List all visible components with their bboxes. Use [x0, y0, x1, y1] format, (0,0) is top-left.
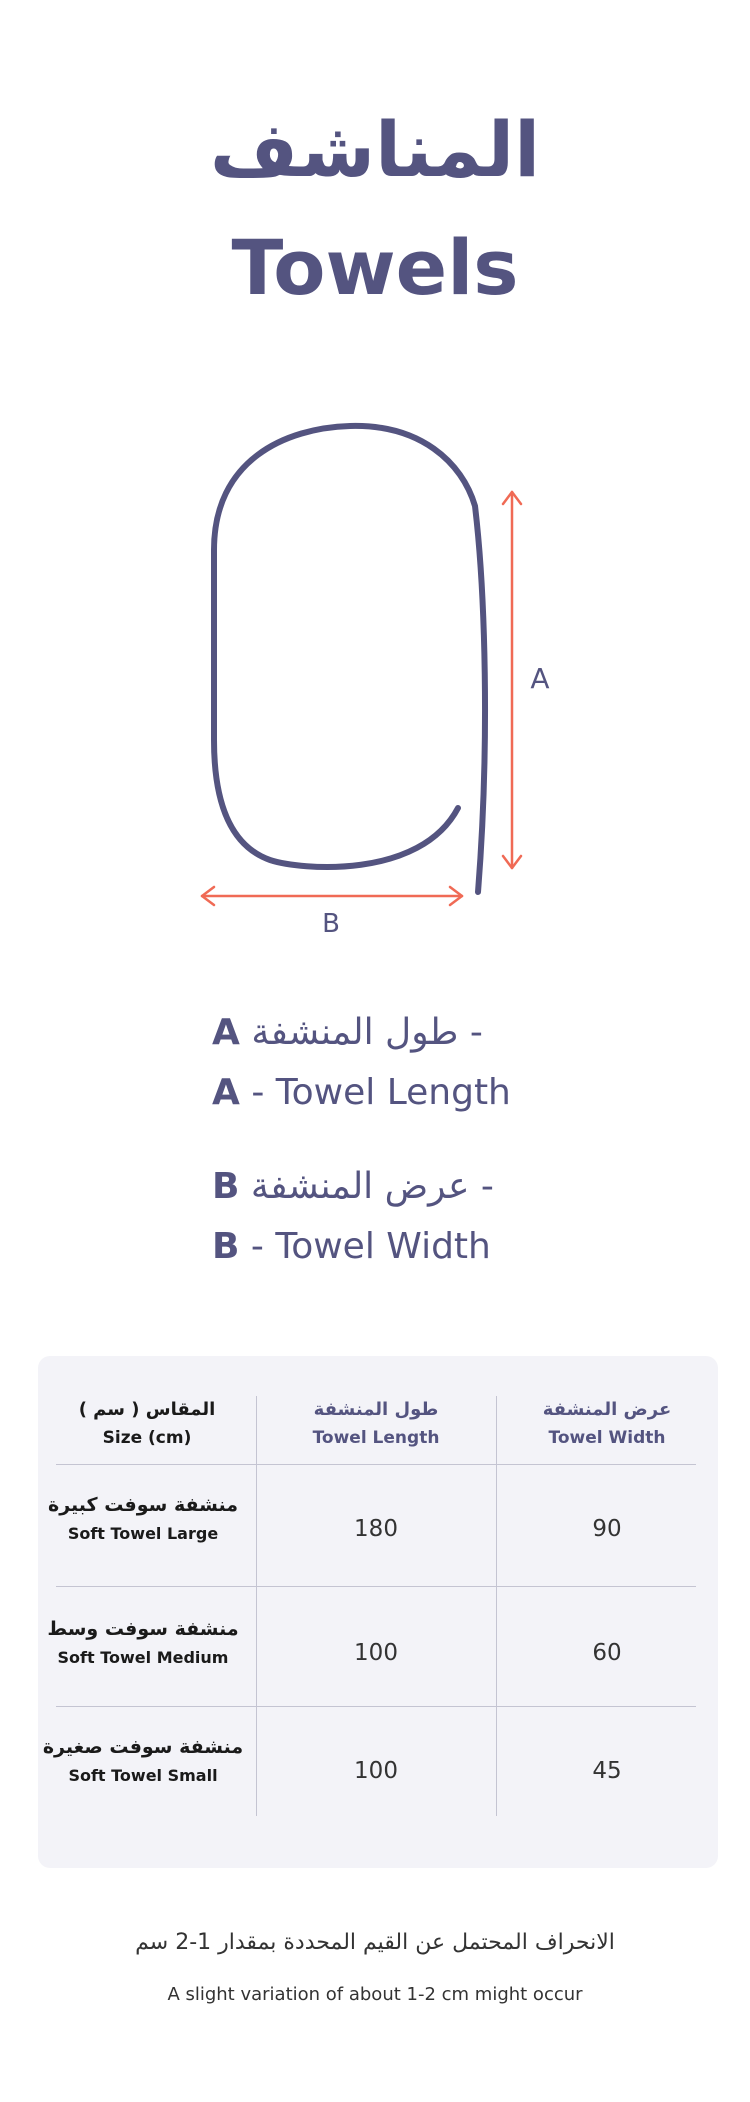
- header-width: [496, 1396, 718, 1452]
- header-width-ar: عرض المنشفة: [542, 1399, 672, 1420]
- column-divider: [496, 1396, 497, 1816]
- legend-letter: B: [212, 1166, 240, 1207]
- row-label-ar: منشفة سوفت وسط: [47, 1618, 239, 1640]
- legend-a-arabic: [212, 1008, 483, 1058]
- legend-text: - طول المنشفة: [251, 1012, 483, 1053]
- towel-diagram: [0, 400, 750, 960]
- table-row-label: [38, 1732, 248, 1790]
- cell-length: 100: [354, 1758, 398, 1784]
- cell-width: 60: [592, 1640, 622, 1666]
- row-divider: [56, 1706, 696, 1707]
- legend-text: - عرض المنشفة: [250, 1166, 494, 1207]
- page-title-english: Towels: [231, 223, 519, 312]
- cell-length: 100: [354, 1640, 398, 1666]
- legend-b-english: [212, 1222, 491, 1272]
- row-label-ar: منشفة سوفت كبيرة: [47, 1494, 239, 1516]
- header-length-ar: طول المنشفة: [313, 1399, 439, 1420]
- dimension-label-a: A: [530, 662, 550, 695]
- legend-b-arabic: [212, 1162, 494, 1212]
- legend-letter: A: [212, 1072, 240, 1113]
- row-label-en: Soft Towel Medium: [57, 1648, 229, 1667]
- column-divider: [256, 1396, 257, 1816]
- table-row-label: [38, 1490, 248, 1548]
- cell-width: 45: [592, 1758, 622, 1784]
- row-label-ar: منشفة سوفت صغيرة: [42, 1736, 244, 1758]
- variation-note-english: A slight variation of about 1-2 cm might occur: [167, 1984, 583, 2005]
- arrow-b: [202, 887, 462, 905]
- legend-text: - Towel Width: [250, 1226, 491, 1267]
- header-size-ar: المقاس ( سم ): [78, 1399, 216, 1420]
- header-length-en: Towel Length: [312, 1428, 440, 1448]
- legend-a-english: [212, 1068, 511, 1118]
- towel-outline: [214, 426, 485, 892]
- row-divider: [56, 1586, 696, 1587]
- legend-letter: B: [212, 1226, 240, 1267]
- variation-note-arabic: الانحراف المحتمل عن القيم المحددة بمقدار 1-2 سم: [135, 1930, 615, 1955]
- dimension-label-b: B: [322, 909, 340, 939]
- legend-text: - Towel Length: [251, 1072, 511, 1113]
- table-row-label: [38, 1614, 248, 1672]
- row-label-en: Soft Towel Small: [68, 1766, 218, 1785]
- header-size: [38, 1396, 256, 1452]
- row-divider: [56, 1464, 696, 1465]
- header-size-en: Size (cm): [102, 1428, 192, 1448]
- cell-length: 180: [354, 1516, 398, 1542]
- page-title-arabic: المناشف: [209, 105, 541, 194]
- cell-width: 90: [592, 1516, 622, 1542]
- header-width-en: Towel Width: [548, 1428, 666, 1448]
- legend-letter: A: [212, 1012, 240, 1053]
- size-table: [38, 1356, 718, 1868]
- header-length: [256, 1396, 496, 1452]
- arrow-a: [503, 492, 521, 868]
- row-label-en: Soft Towel Large: [67, 1524, 219, 1543]
